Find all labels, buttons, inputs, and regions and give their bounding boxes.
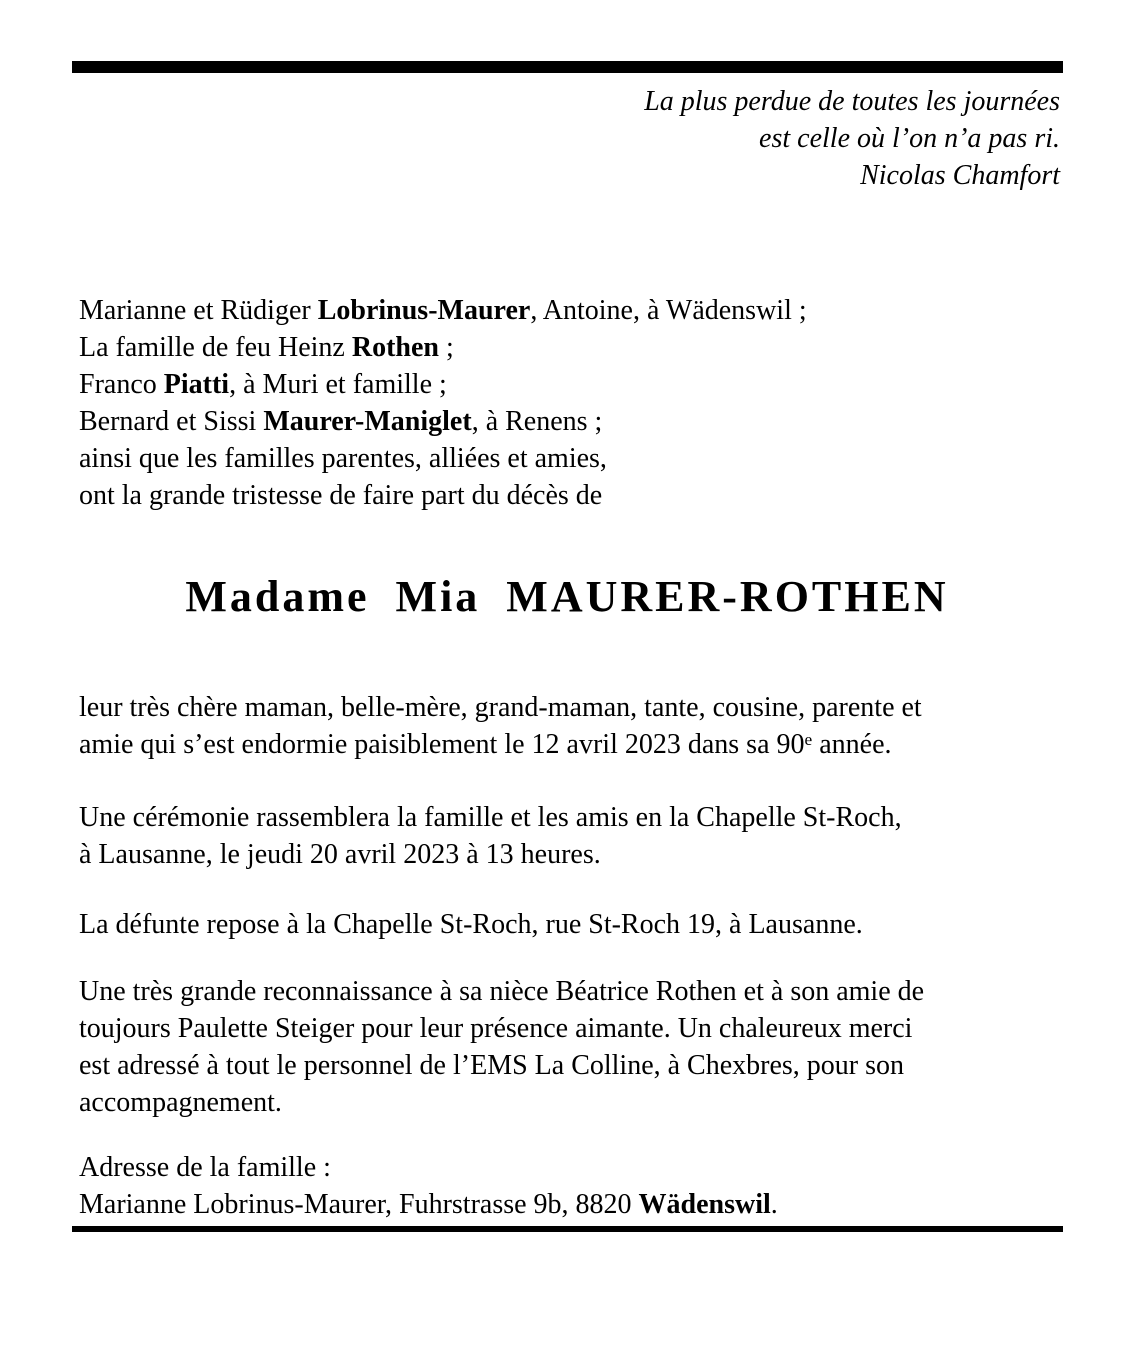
address-line xyxy=(79,1186,1076,1223)
paragraph-line: Une très grande reconnaissance à sa nièce Béatrice Rothen et à son amie de xyxy=(79,976,925,1007)
address-text: Marianne Lobrinus-Maurer, Fuhrstrasse 9b, 8820 xyxy=(79,1189,639,1220)
announcers-block xyxy=(79,292,1074,514)
quote-attribution: Nicolas Chamfort xyxy=(860,160,1060,191)
announcer-surname: Lobrinus-Maurer xyxy=(317,295,531,326)
quote-line-2: est celle où l’on n’a pas ri. xyxy=(759,123,1060,154)
paragraph-line xyxy=(79,726,1076,766)
announcer-text: , Antoine, à Wädenswil ; xyxy=(530,295,807,326)
paragraph-line: à Lausanne, le jeudi 20 avril 2023 à 13 heures. xyxy=(79,839,601,870)
paragraph-line: La défunte repose à la Chapelle St-Roch, rue St-Roch 19, à Lausanne. xyxy=(79,909,863,940)
announcer-surname: Maurer-Maniglet xyxy=(263,406,472,437)
paragraph-text: année. xyxy=(812,729,892,760)
paragraph-line: accompagnement. xyxy=(79,1087,282,1118)
announcer-surname: Rothen xyxy=(351,332,439,363)
paragraph-line: leur très chère maman, belle-mère, grand-maman, tante, cousine, parente et xyxy=(79,692,922,723)
announcer-surname: Piatti xyxy=(163,369,230,400)
announcer-text: La famille de feu Heinz xyxy=(79,332,352,363)
family-address-block xyxy=(79,1149,1076,1223)
address-city: Wädenswil xyxy=(638,1189,771,1220)
paragraph-thanks xyxy=(79,973,1076,1121)
announcer-text: , à Muri et famille ; xyxy=(229,369,447,400)
obituary-page xyxy=(0,61,1134,1353)
paragraph-tribute xyxy=(79,689,1076,766)
bottom-rule xyxy=(72,1226,1063,1232)
paragraph-line: Une cérémonie rassemblera la famille et les amis en la Chapelle St-Roch, xyxy=(79,802,902,833)
paragraph-text: amie qui s’est endormie paisiblement le 12 avril 2023 dans sa 90 xyxy=(79,729,805,760)
address-text: . xyxy=(770,1189,778,1220)
announcer-text: , à Renens ; xyxy=(471,406,603,437)
announcer-text: ont la grande tristesse de faire part du décès de xyxy=(79,480,603,511)
announcer-text: ainsi que les familles parentes, alliées et amies, xyxy=(79,443,607,474)
announcer-line xyxy=(79,477,1074,514)
announcer-text: ; xyxy=(439,332,454,363)
ordinal-superscript: e xyxy=(804,730,813,750)
paragraph-line: toujours Paulette Steiger pour leur présence aimante. Un chaleureux merci xyxy=(79,1013,913,1044)
announcer-text: Bernard et Sissi xyxy=(79,406,264,437)
announcer-line xyxy=(79,366,1074,403)
address-label: Adresse de la famille : xyxy=(79,1152,331,1183)
announcer-text: Franco xyxy=(79,369,164,400)
announcer-text: Marianne et Rüdiger xyxy=(79,295,318,326)
paragraph-repose xyxy=(79,906,1076,943)
top-rule xyxy=(72,61,1063,73)
epigraph-quote xyxy=(0,83,1060,194)
announcer-line xyxy=(79,403,1074,440)
quote-line-1: La plus perdue de toutes les journées xyxy=(644,86,1060,117)
announcer-line xyxy=(79,292,1074,329)
paragraph-ceremony xyxy=(79,799,1076,873)
announcer-line xyxy=(79,440,1074,477)
announcer-line xyxy=(79,329,1074,366)
paragraph-line: est adressé à tout le personnel de l’EMS La Colline, à Chexbres, pour son xyxy=(79,1050,905,1081)
deceased-name-title: Madame Mia MAURER-ROTHEN xyxy=(185,572,949,621)
